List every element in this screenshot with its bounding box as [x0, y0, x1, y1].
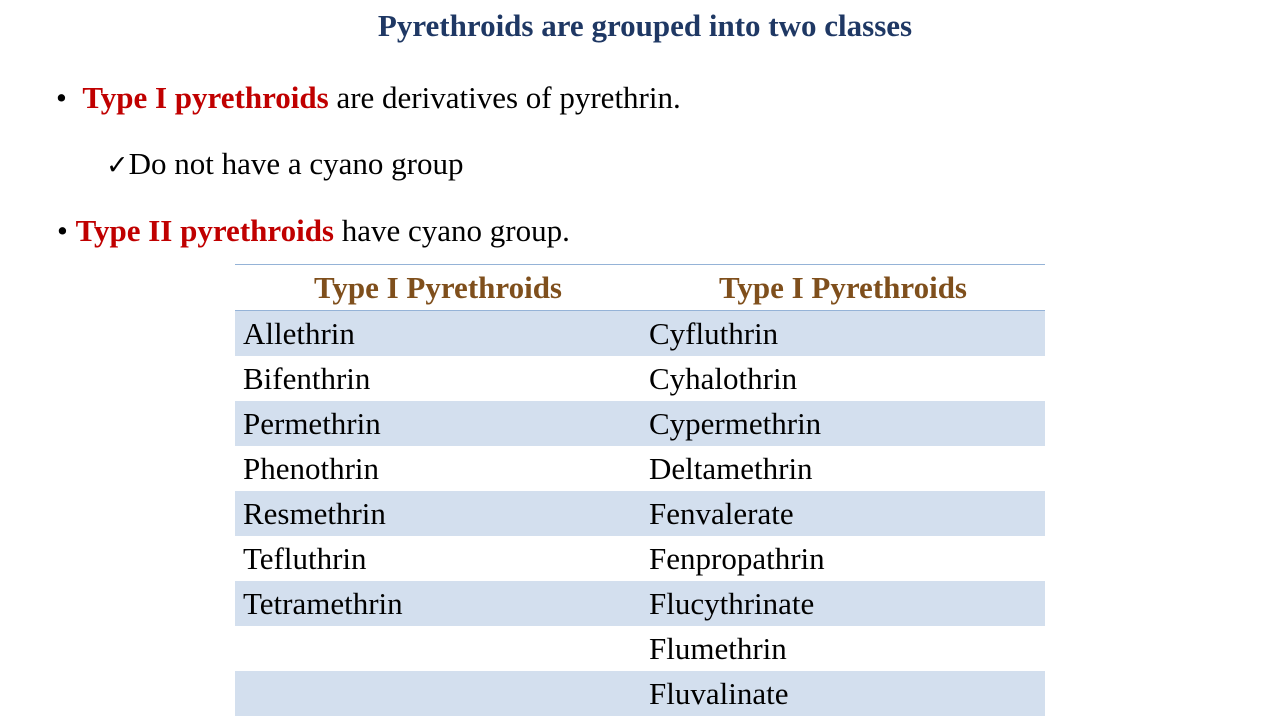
- table-cell: Allethrin: [235, 311, 641, 357]
- slide-title: Pyrethroids are grouped into two classes: [377, 8, 913, 43]
- table-cell: Resmethrin: [235, 491, 641, 536]
- pyrethroid-table: [235, 264, 1045, 716]
- table-row: [235, 356, 1045, 401]
- table-cell: Fluvalinate: [641, 671, 1045, 716]
- table-cell: Phenothrin: [235, 446, 641, 491]
- table-cell: [235, 626, 641, 671]
- table-row: [235, 581, 1045, 626]
- table-cell: Fenvalerate: [641, 491, 1045, 536]
- bullet-marker: •: [57, 213, 68, 248]
- table-cell: Cypermethrin: [641, 401, 1045, 446]
- table-cell: Tefluthrin: [235, 536, 641, 581]
- type-ii-highlight: Type II pyrethroids: [75, 213, 334, 248]
- type-i-highlight: Type I pyrethroids: [82, 80, 329, 115]
- table-row: [235, 491, 1045, 536]
- table-row: [235, 446, 1045, 491]
- check-icon: ✓: [106, 150, 129, 180]
- bullet-text: have cyano group.: [334, 213, 570, 248]
- table-cell: Flumethrin: [641, 626, 1045, 671]
- table-header-row: [235, 265, 1045, 311]
- bullet-marker: •: [56, 80, 67, 115]
- table-cell: Bifenthrin: [235, 356, 641, 401]
- bullet-text: are derivatives of pyrethrin.: [328, 80, 681, 115]
- table-row: [235, 536, 1045, 581]
- table-cell: Permethrin: [235, 401, 641, 446]
- table-row: [235, 311, 1045, 357]
- bullet-type-ii: [57, 213, 570, 249]
- table-cell: [235, 671, 641, 716]
- sub-bullet-text: Do not have a cyano group: [128, 146, 464, 181]
- column-header: Type I Pyrethroids: [641, 265, 1045, 311]
- table-row: [235, 671, 1045, 716]
- column-header: Type I Pyrethroids: [235, 265, 641, 311]
- bullet-type-i: [56, 80, 681, 116]
- table-cell: Cyfluthrin: [641, 311, 1045, 357]
- table-cell: Flucythrinate: [641, 581, 1045, 626]
- table-cell: Fenpropathrin: [641, 536, 1045, 581]
- table-cell: Deltamethrin: [641, 446, 1045, 491]
- sub-bullet-no-cyano: [106, 146, 464, 182]
- table-cell: Tetramethrin: [235, 581, 641, 626]
- table-row: [235, 626, 1045, 671]
- table-cell: Cyhalothrin: [641, 356, 1045, 401]
- table-row: [235, 401, 1045, 446]
